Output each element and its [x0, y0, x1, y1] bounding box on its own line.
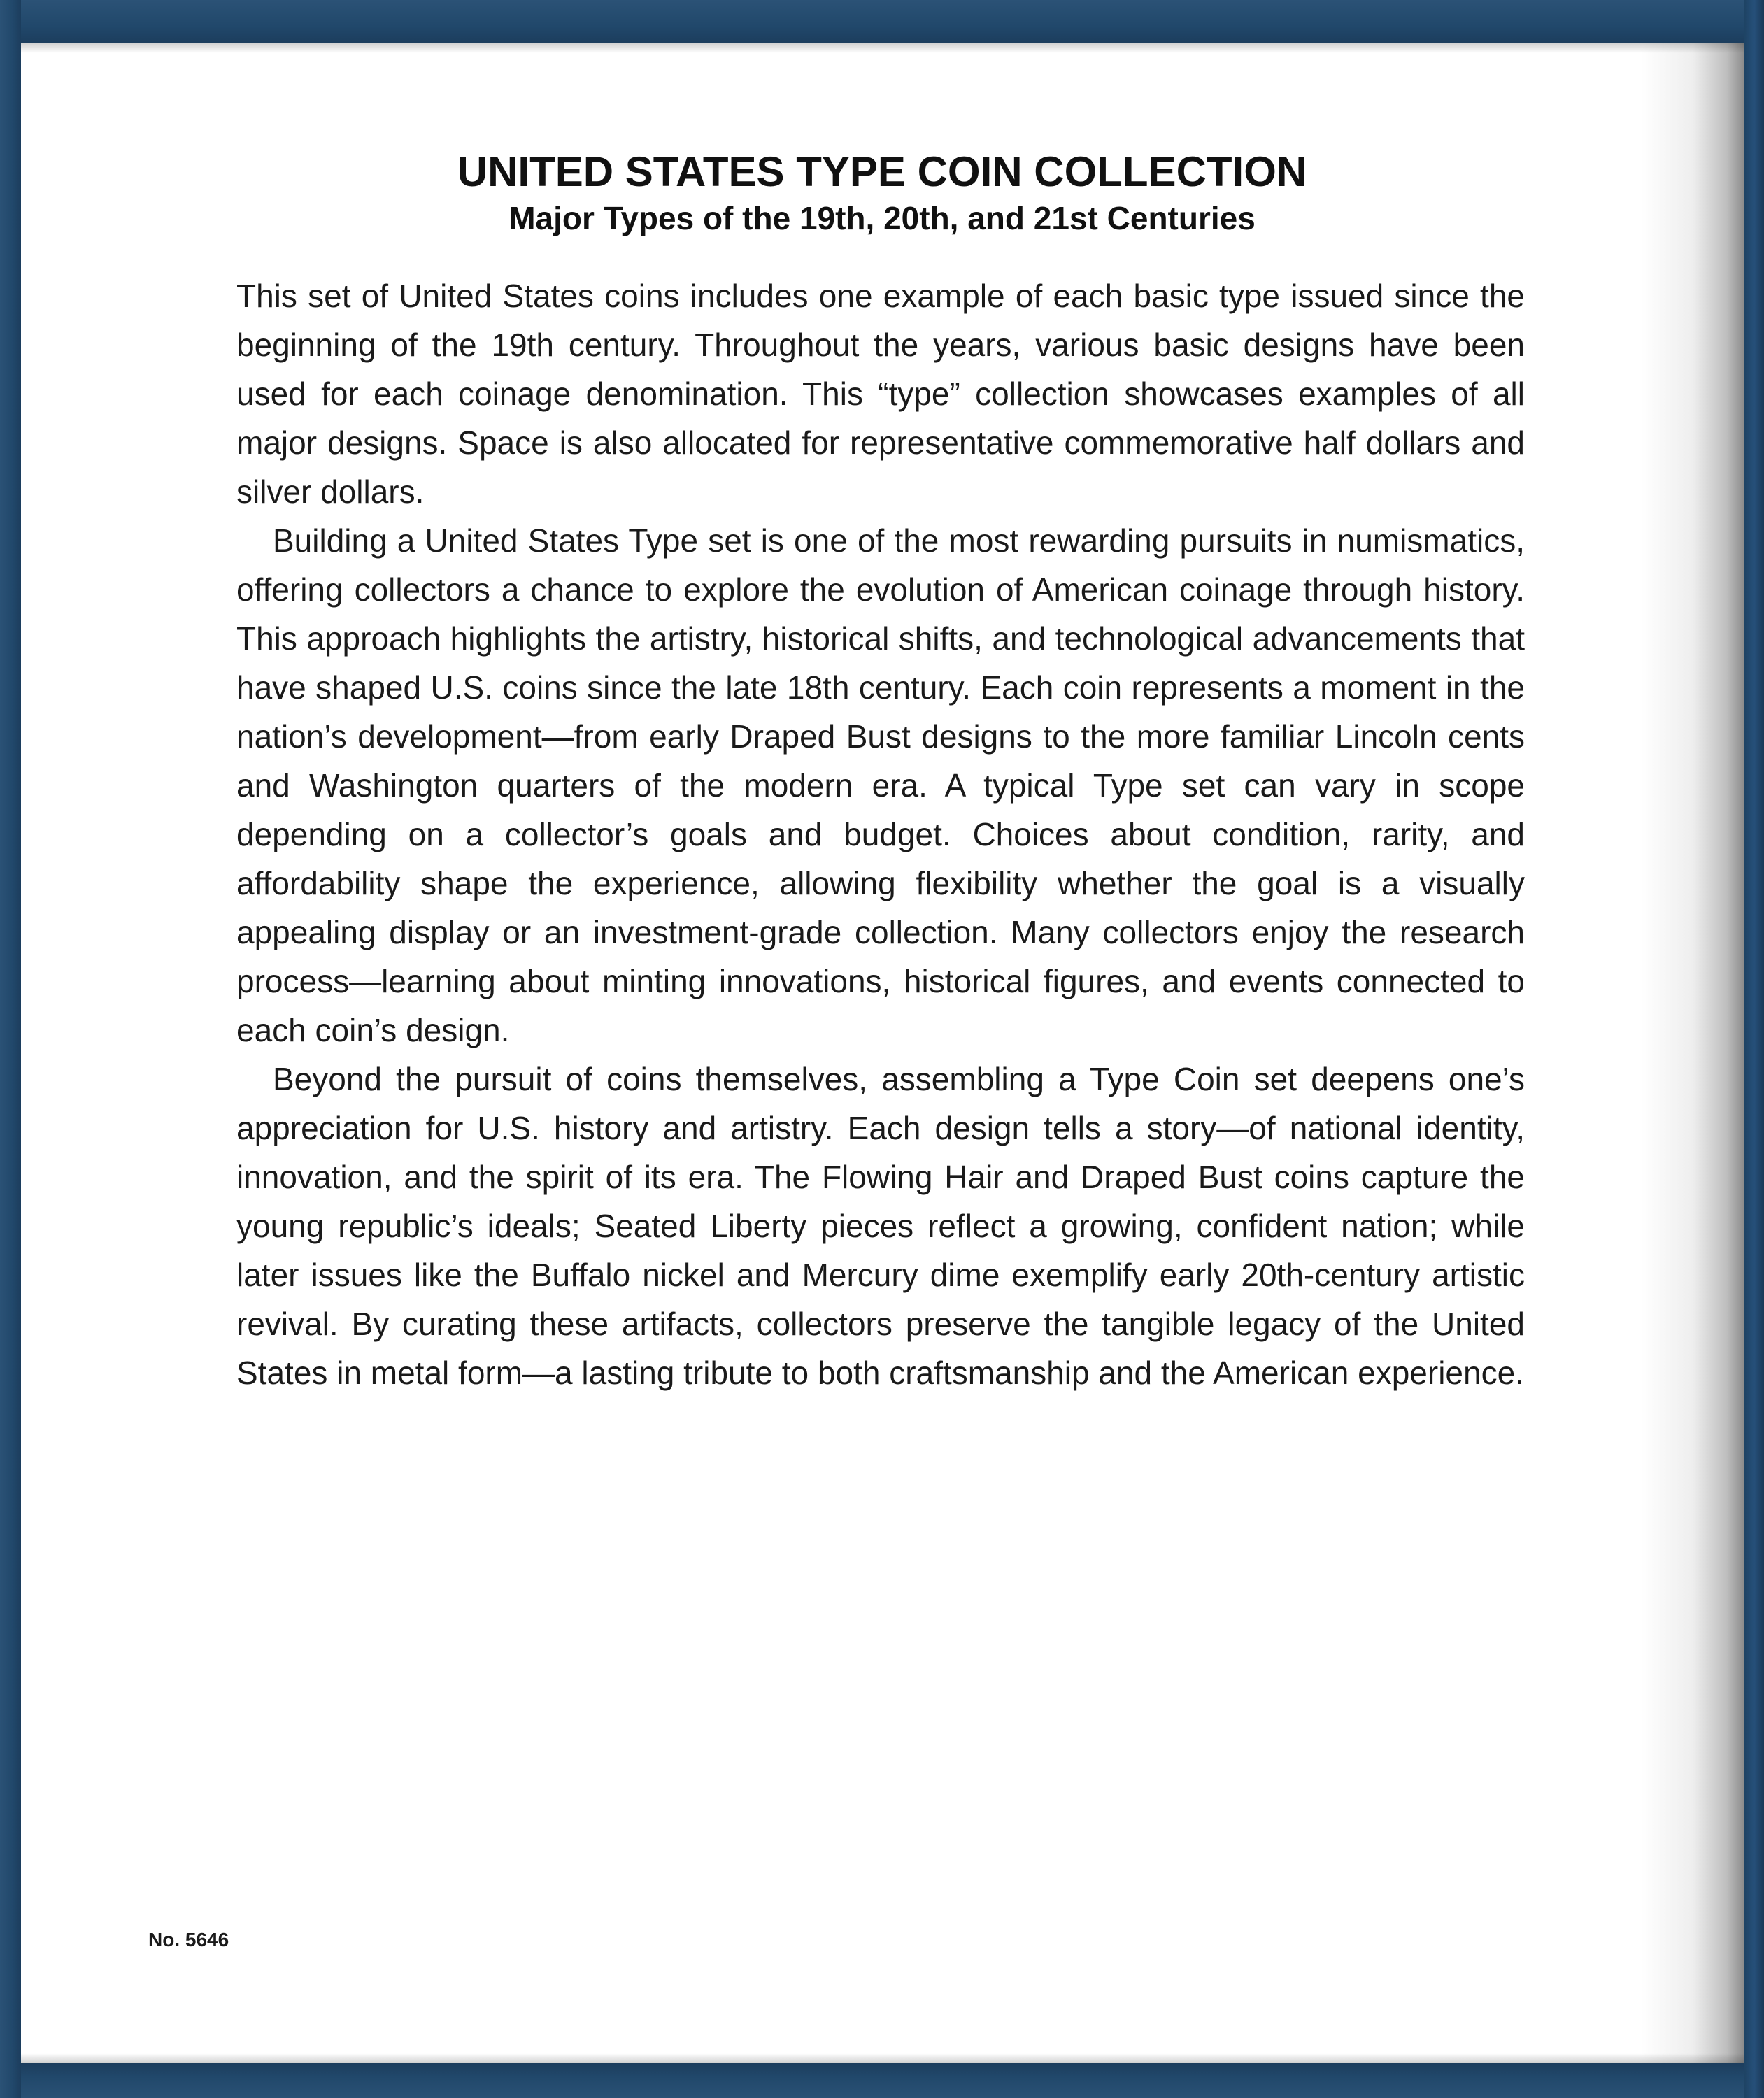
- catalog-number: No. 5646: [148, 1929, 229, 1950]
- page-subtitle: Major Types of the 19th, 20th, and 21st Centuries: [508, 200, 1256, 236]
- binding-spine-edge: [1744, 0, 1764, 2098]
- paragraph-building: Building a United States Type set is one of the most rewarding pursuits in numismatics, offering collectors a chance to explore the evolution of American coinage through history. This approach highlights the artistry, historical shifts, and technological advancements that have shaped U.S. coins since the late 18th century. Each coin represents a moment in the nation’s development—from early Draped Bust designs to the more familiar Lincoln cents and Washington quarters of the modern era. A typical Type set can vary in scope depending on a collector’s goals and budget. Choices about condition, rarity, and affordability shape the experience, allowing flexibility whether the goal is a visually appealing display or an investment-grade collection. Many collectors enjoy the research process—learning about minting innovations, historical figures, and events connected to each coin’s design.: [236, 522, 1525, 1048]
- intro-text: [236, 271, 1525, 1397]
- paragraph-beyond: Beyond the pursuit of coins themselves, assembling a Type Coin set deepens one’s appreciation for U.S. history and artistry. Each design tells a story—of national identity, innovation, and the spirit of its era. The Flowing Hair and Draped Bust coins capture the young republic’s ideals; Seated Liberty pieces reflect a growing, confident nation; while later issues like the Buffalo nickel and Mercury dime exemplify early 20th-century artistic revival. By curating these artifacts, collectors preserve the tangible legacy of the United States in metal form—a lasting tribute to both craftsmanship and the American experience.: [236, 1061, 1525, 1391]
- paragraph-intro: This set of United States coins includes one example of each basic type issued since the beginning of the 19th century. Throughout the years, various basic designs have been used for each coinage denomination. This “type” collection showcases examples of all major designs. Space is also allocated for representative commemorative half dollars and silver dollars.: [236, 278, 1525, 510]
- page-shadow-top: [21, 43, 1744, 53]
- page-title: UNITED STATES TYPE COIN COLLECTION: [457, 148, 1307, 195]
- binding-top-edge: [0, 0, 1764, 43]
- binding-left-edge: [0, 0, 21, 2098]
- page-shadow-bottom: [21, 2053, 1744, 2063]
- binding-bottom-edge: [0, 2063, 1764, 2098]
